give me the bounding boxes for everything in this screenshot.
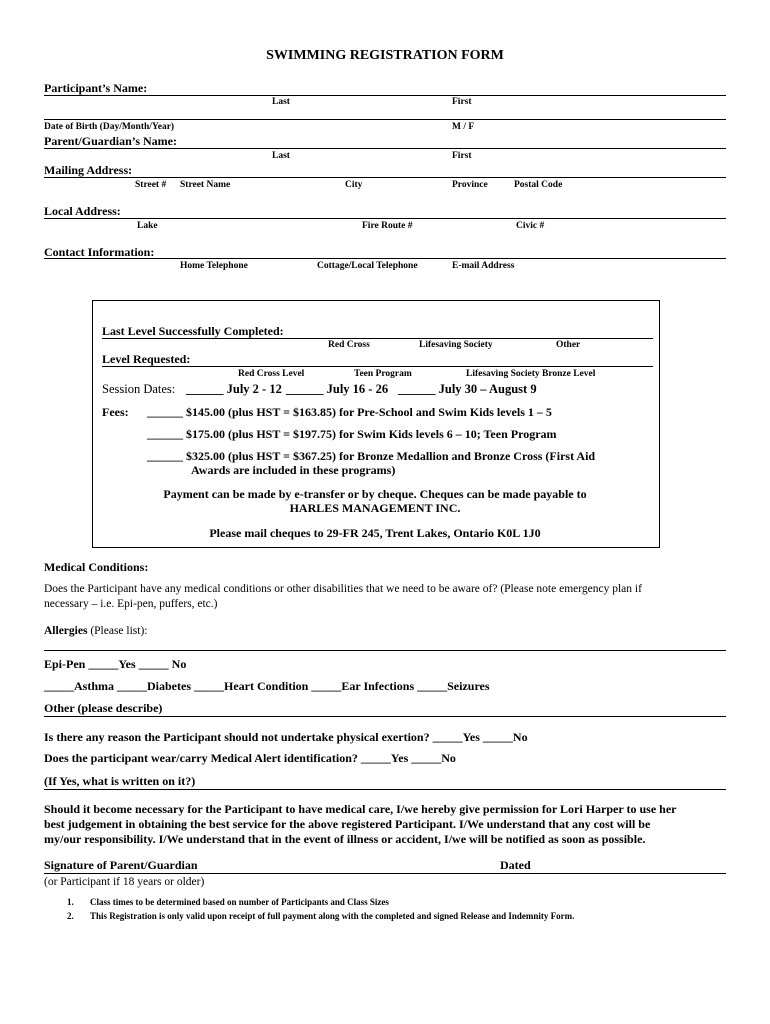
note-2: This Registration is only valid upon receipt of full payment along with the completed and signed Release and Indemnity Form.	[90, 911, 575, 921]
allergies-note: (Please list):	[87, 625, 148, 637]
allergies-heading: Allergies	[44, 625, 88, 637]
contact-information-line[interactable]	[44, 258, 726, 259]
dob-line[interactable]	[44, 119, 726, 120]
mailing-address-line[interactable]	[44, 177, 726, 178]
or-participant-note: (or Participant if 18 years or older)	[44, 876, 205, 888]
signature-label: Signature of Parent/Guardian	[44, 858, 198, 872]
level-requested-label: Level Requested:	[102, 352, 191, 366]
if-yes-label: (If Yes, what is written on it?)	[44, 774, 196, 788]
local-address-label: Local Address:	[44, 204, 121, 218]
other-describe-line[interactable]	[44, 716, 726, 717]
payment-note: Payment can be made by e-transfer or by cheque. Cheques can be made payable to	[163, 487, 587, 501]
fee-option-2[interactable]: ______ $175.00 (plus HST = $197.75) for Swim Kids levels 6 – 10; Teen Program	[147, 427, 557, 441]
medical-conditions-heading: Medical Conditions:	[44, 560, 149, 574]
participant-first-caption: First	[452, 97, 472, 107]
session-option-2[interactable]: ______ July 16 - 26	[286, 382, 389, 396]
local-address-line[interactable]	[44, 218, 726, 219]
guardian-name-line[interactable]	[44, 148, 726, 149]
lake-caption: Lake	[137, 221, 158, 231]
conditions-checklist[interactable]: _____Asthma _____Diabetes _____Heart Condition _____Ear Infections _____Seizures	[44, 679, 490, 693]
sex-label: M / F	[452, 122, 475, 132]
contact-information-label: Contact Information:	[44, 245, 155, 259]
mailing-instructions: Please mail cheques to 29-FR 245, Trent Lakes, Ontario K0L 1J0	[209, 526, 541, 540]
consent-line-2: best judgement in obtaining the best service for the above registered Participant. I/We understand that any cost will be	[44, 817, 651, 831]
lifesaving-caption: Lifesaving Society	[419, 340, 493, 350]
lifesaving-bronze-caption: Lifesaving Society Bronze Level	[466, 369, 596, 379]
street-number-caption: Street #	[135, 180, 167, 190]
dated-label: Dated	[500, 858, 531, 872]
guardian-name-label: Parent/Guardian’s Name:	[44, 134, 177, 148]
other-describe-label: Other (please describe)	[44, 701, 163, 715]
level-requested-line[interactable]	[102, 366, 653, 367]
fee-option-1[interactable]: ______ $145.00 (plus HST = $163.85) for Pre-School and Swim Kids levels 1 – 5	[147, 405, 552, 419]
fee-option-3[interactable]: ______ $325.00 (plus HST = $367.25) for Bronze Medallion and Bronze Cross (First Aid	[147, 449, 596, 463]
email-caption: E-mail Address	[452, 261, 515, 271]
allergies-label	[44, 625, 147, 637]
session-option-3[interactable]: ______ July 30 – August 9	[398, 382, 537, 396]
postal-code-caption: Postal Code	[514, 180, 563, 190]
teen-program-caption: Teen Program	[354, 369, 412, 379]
other-caption: Other	[556, 340, 581, 350]
fee-option-3-continued: Awards are included in these programs)	[191, 463, 396, 477]
guardian-first-caption: First	[452, 151, 472, 161]
signature-line[interactable]	[44, 873, 726, 874]
fees-label: Fees:	[102, 405, 129, 419]
last-level-label: Last Level Successfully Completed:	[102, 324, 284, 338]
dob-label: Date of Birth (Day/Month/Year)	[44, 122, 175, 132]
civic-caption: Civic #	[516, 221, 545, 231]
if-yes-line[interactable]	[44, 789, 726, 790]
last-level-line[interactable]	[102, 338, 653, 339]
note-1: Class times to be determined based on number of Participants and Class Sizes	[90, 897, 389, 907]
province-caption: Province	[452, 180, 488, 190]
participant-name-label: Participant’s Name:	[44, 81, 148, 95]
note-1-number: 1.	[67, 897, 74, 907]
mailing-address-label: Mailing Address:	[44, 163, 133, 177]
red-cross-level-caption: Red Cross Level	[238, 369, 305, 379]
exertion-question[interactable]: Is there any reason the Participant should not undertake physical exertion? _____Yes _____No	[44, 730, 528, 744]
allergies-line[interactable]	[44, 650, 726, 651]
session-dates-label: Session Dates:	[102, 382, 176, 396]
medical-alert-question[interactable]: Does the participant wear/carry Medical Alert identification? _____Yes _____No	[44, 751, 456, 765]
epi-pen-question[interactable]: Epi-Pen _____Yes _____ No	[44, 657, 187, 671]
home-telephone-caption: Home Telephone	[180, 261, 248, 271]
consent-line-1: Should it become necessary for the Participant to have medical care, I/we hereby give permission for Lori Harper to use her	[44, 802, 677, 816]
session-option-1[interactable]: ______ July 2 - 12	[186, 382, 282, 396]
note-2-number: 2.	[67, 911, 74, 921]
medical-question-line-1: Does the Participant have any medical conditions or other disabilities that we need to be aware of? (Please note emergency plan if	[44, 583, 642, 595]
street-name-caption: Street Name	[180, 180, 231, 190]
payable-to: HARLES MANAGEMENT INC.	[289, 501, 461, 515]
participant-last-caption: Last	[272, 97, 290, 107]
guardian-last-caption: Last	[272, 151, 290, 161]
consent-line-3: my/our responsibility. I/We understand that in the event of illness or accident, I/we will be notified as soon as possible.	[44, 832, 646, 846]
cottage-telephone-caption: Cottage/Local Telephone	[317, 261, 418, 271]
form-title: SWIMMING REGISTRATION FORM	[266, 48, 504, 63]
fire-route-caption: Fire Route #	[362, 221, 413, 231]
participant-name-line[interactable]	[44, 95, 726, 96]
city-caption: City	[345, 180, 363, 190]
red-cross-caption: Red Cross	[328, 340, 370, 350]
medical-question-line-2: necessary – i.e. Epi-pen, puffers, etc.)	[44, 598, 218, 610]
